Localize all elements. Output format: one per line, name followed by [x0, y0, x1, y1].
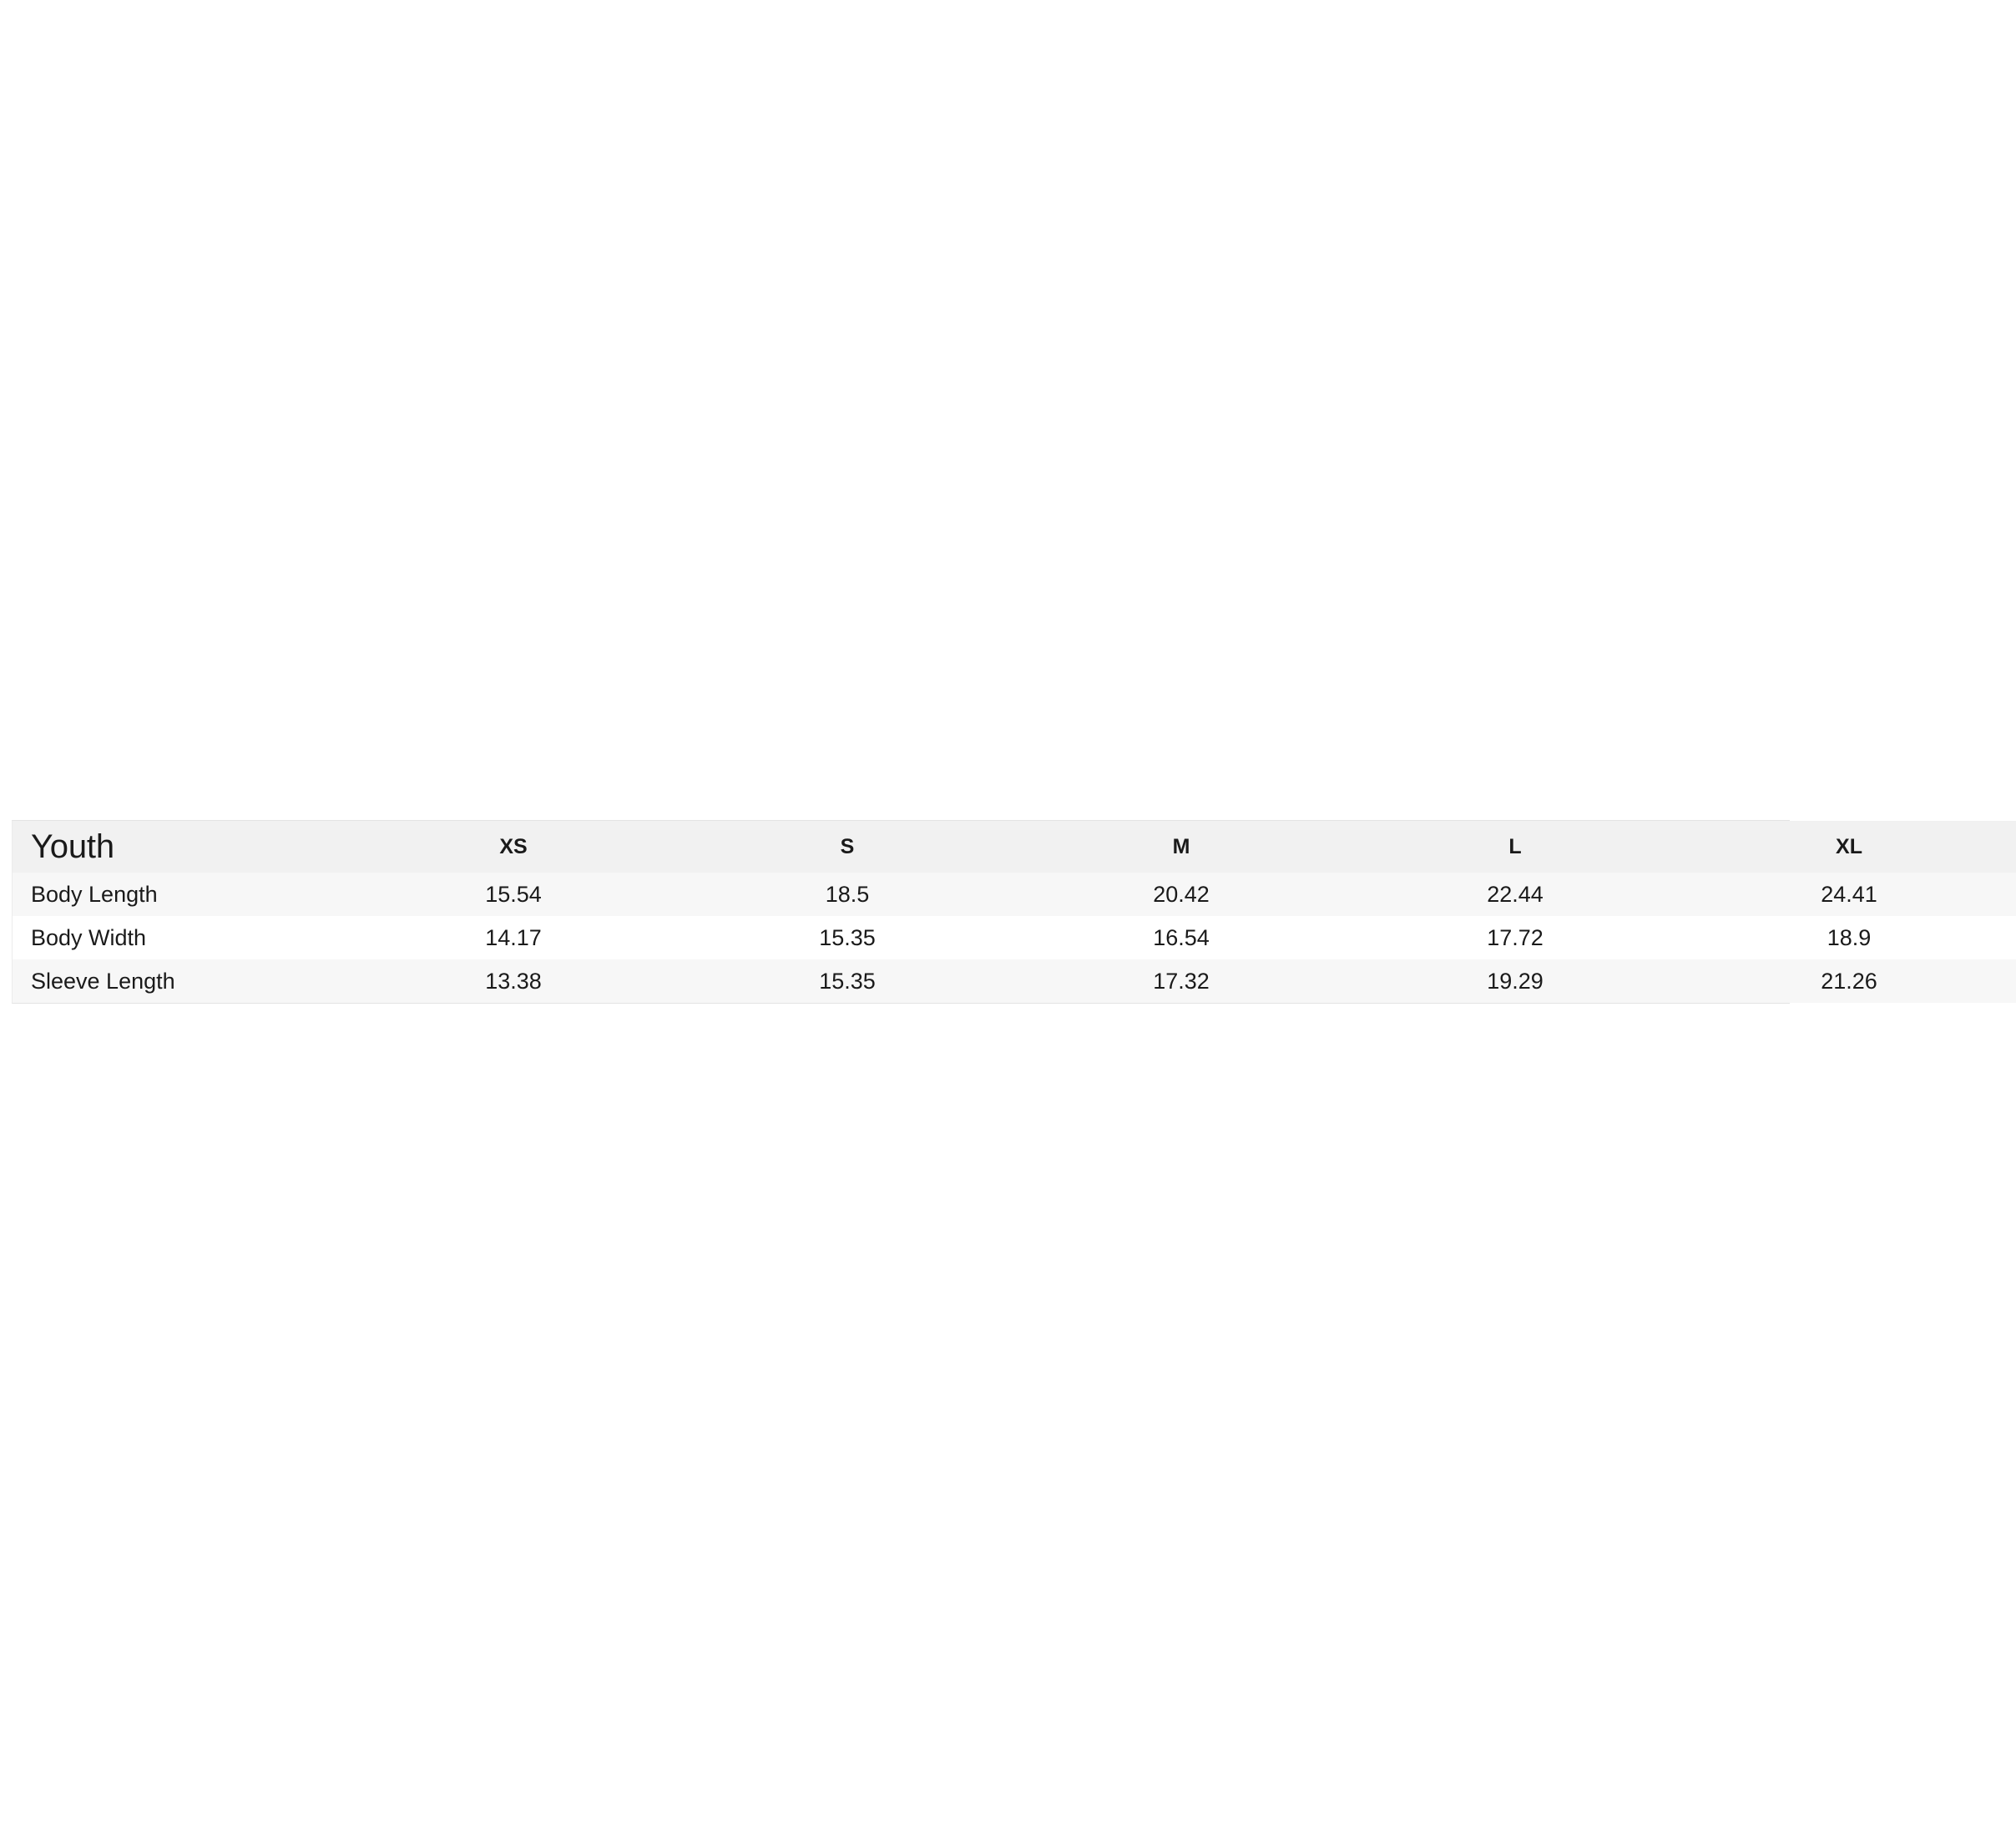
column-header-xs: XS — [499, 834, 528, 858]
row-label-sleeve-length: Sleeve Length — [31, 968, 175, 994]
cell-body-width-xl: 18.9 — [1827, 924, 1872, 950]
cell-body-width-l: 17.72 — [1487, 924, 1544, 950]
table-title: Youth — [31, 827, 114, 865]
column-header-m: M — [1172, 834, 1190, 858]
cell-body-width-s: 15.35 — [819, 924, 876, 950]
table-body — [13, 873, 2016, 1003]
cell-sleeve-length-m: 17.32 — [1153, 968, 1210, 994]
row-label-body-length: Body Length — [31, 881, 158, 907]
header-row — [13, 821, 2016, 873]
table-header — [13, 821, 2016, 873]
cell-sleeve-length-xs: 13.38 — [485, 968, 542, 994]
cell-body-length-l: 22.44 — [1487, 881, 1544, 907]
cell-sleeve-length-s: 15.35 — [819, 968, 876, 994]
cell-body-length-xs: 15.54 — [485, 881, 542, 907]
cell-body-width-xs: 14.17 — [485, 924, 542, 950]
youth-size-chart — [12, 820, 1877, 1004]
table-row — [13, 959, 2016, 1003]
column-header-l: L — [1508, 834, 1522, 858]
cell-body-length-s: 18.5 — [825, 881, 870, 907]
table-row — [13, 873, 2016, 916]
row-label-body-width: Body Width — [31, 924, 147, 950]
size-table — [13, 821, 2016, 1003]
cell-body-width-m: 16.54 — [1153, 924, 1210, 950]
cell-sleeve-length-xl: 21.26 — [1821, 968, 1877, 994]
cell-body-length-xl: 24.41 — [1821, 881, 1877, 907]
column-header-xl: XL — [1836, 834, 1862, 858]
table-row — [13, 916, 2016, 959]
cell-body-length-m: 20.42 — [1153, 881, 1210, 907]
column-header-s: S — [840, 834, 855, 858]
cell-sleeve-length-l: 19.29 — [1487, 968, 1544, 994]
